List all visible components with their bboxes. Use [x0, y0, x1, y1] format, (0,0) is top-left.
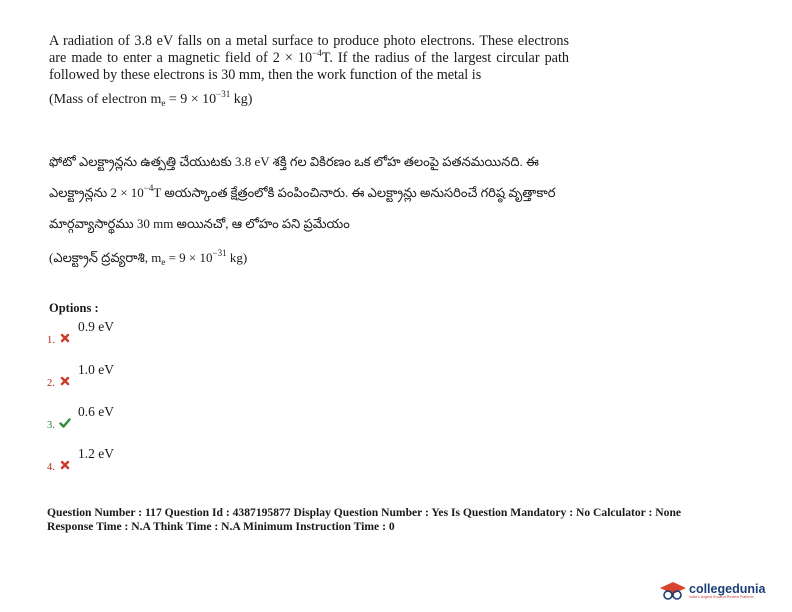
option-value: 1.2 eV — [78, 446, 114, 461]
metadata-line-1: Question Number : 117 Question Id : 4387195877 Display Question Number : Yes Is Question Mandatory : No Calculator : None — [47, 506, 682, 519]
question-te-text-2: T అయస్కాంత క్షేత్రంలోకి పంపించినారు. ఈ ఎలక్ట్రాన్లు అనుసరించే గరిష్ఠ వృత్తాకార మార్గవ్యాసార్థము 30 mm అయినచో, ఆ లోహం పని ప్రమేయం — [49, 185, 556, 231]
option-number: 3. — [47, 420, 55, 431]
option-value: 1.0 eV — [78, 362, 114, 377]
question-en-text-2: T. If the radius of the largest circular path followed by these electrons is 30 mm, then the work function of the metal is — [49, 50, 570, 83]
option-2[interactable] — [47, 362, 247, 396]
electron-mass-note-en: (Mass of electron $m_e = 9 \times 10^{-31}$ kg) — [49, 89, 253, 108]
question-telugu — [49, 146, 589, 273]
cross-icon — [59, 332, 71, 344]
metadata-line-2: Response Time : N.A Think Time : N.A Minimum Instruction Time : 0 — [47, 519, 395, 533]
option-1[interactable] — [47, 319, 247, 353]
question-te-text-1: ఫోటో ఎలక్ట్రాన్లను ఉత్పత్తి చేయుటకు 3.8 eV శక్తి గల వికిరణం ఒక లోహ తలంపై పతనమయినది. ఈ ఎలక్ట్రాన్లను 2 × 10 — [49, 154, 539, 200]
option-number: 1. — [47, 335, 55, 346]
question-en-exponent: −4 — [312, 48, 322, 58]
option-value: 0.6 eV — [78, 404, 114, 419]
logo-wordmark: collegedunia India's largest Student Review Platform — [689, 581, 766, 599]
question-te-exponent: −4 — [143, 183, 154, 193]
question-english — [49, 33, 569, 108]
graduation-cap-icon — [659, 581, 687, 601]
option-4[interactable] — [47, 446, 247, 480]
option-value: 0.9 eV — [78, 319, 114, 334]
option-3[interactable] — [47, 404, 247, 438]
question-en-text-1: A radiation of 3.8 eV falls on a metal surface to produce photo electrons. These electrons are made to enter a magnetic field of 2 × 10 — [49, 33, 569, 66]
electron-mass-note-te: (ఎలక్ట్రాన్ ద్రవ్యరాశి, $m_e = 9 \times 10^{-31}$ kg) — [49, 248, 248, 267]
cross-icon — [59, 459, 71, 471]
option-number: 4. — [47, 462, 55, 473]
checkmark-icon — [59, 417, 71, 429]
question-metadata — [47, 506, 747, 533]
collegedunia-logo — [659, 580, 765, 602]
options-heading: Options : — [49, 301, 99, 315]
cross-icon — [59, 375, 71, 387]
option-number: 2. — [47, 378, 55, 389]
